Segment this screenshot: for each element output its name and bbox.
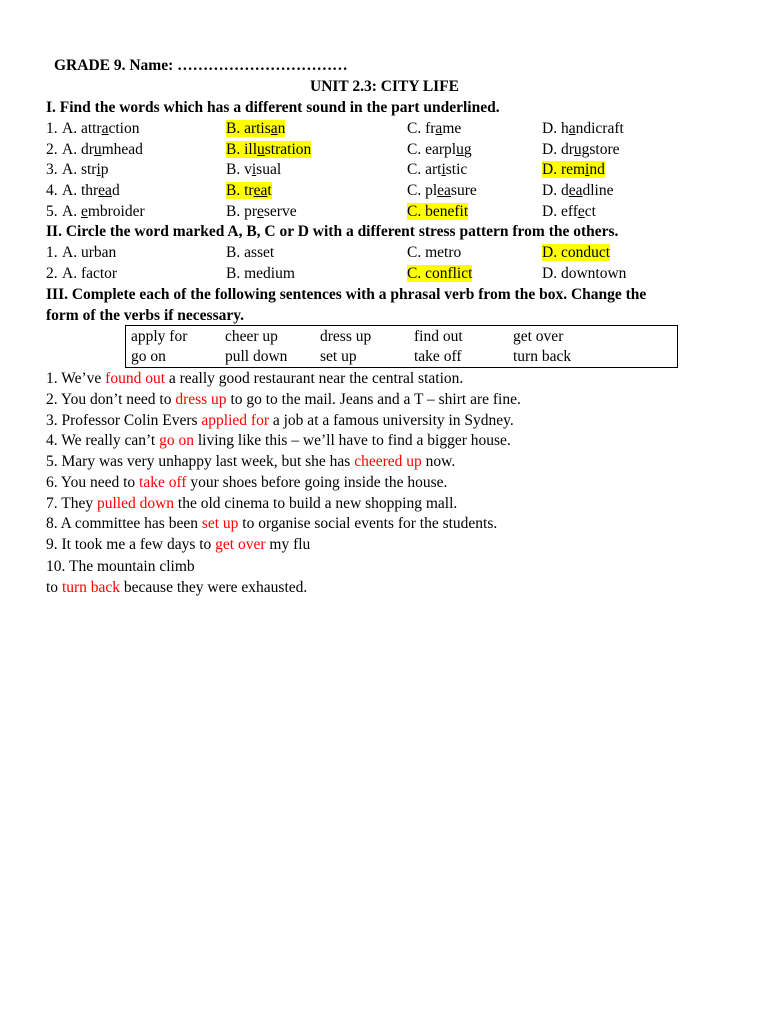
underlined-letters: a [270,120,278,137]
option-text: A. urban [62,244,117,261]
sentence-7 [46,494,457,514]
option-text [226,203,297,220]
box-phrasal-verb: pull down [225,348,288,365]
sentence-3 [46,411,514,431]
option-text-part: C. pl [407,182,438,199]
answer-option [407,181,477,201]
answer-option [542,202,596,222]
answer-option [542,160,605,180]
section1-title: I. Find the words which has a different sound in the part underlined. [46,99,500,116]
answer-text: found out [105,370,165,387]
sentence-text: because they were exhausted. [120,579,308,596]
sentence-text: 2. You don’t need to [46,391,176,408]
box-phrasal-verb: get over [513,328,564,345]
sentence-6 [46,473,447,493]
answer-option [226,243,274,263]
answer-text: go on [159,432,194,449]
underlined-letters: i [441,161,446,178]
sentence-text: 6. You need to [46,474,140,491]
underlined-letters: e [577,203,585,220]
sentence-text: living like this – we’ll have to find a bigger house. [193,432,511,449]
underlined-letters: ug [573,141,590,158]
option-text-part: n [277,120,286,137]
underlined-letters: e [257,203,264,220]
underlined-letters: ea [437,182,451,199]
option-text-part: mbroider [87,203,145,220]
option-text-part: ndicraft [575,120,624,137]
section2-title: II. Circle the word marked A, B, C or D with a different stress pattern from the others. [46,223,619,240]
sentence-1 [46,369,463,389]
answer-option [226,140,311,160]
option-text-part: D. rem [542,161,586,178]
sentence-text: 5. Mary was very unhappy last week, but she has [46,453,355,470]
highlighted-answer: D. conduct [542,244,611,261]
option-text-part: A. str [62,161,97,178]
underlined-letters: ea [98,182,112,199]
question-number: 2. [46,141,58,158]
section3-title-line1: III. Complete each of the following sentences with a phrasal verb from the box. Change the [46,286,647,303]
answer-option [226,264,295,284]
option-text-part: D. dr [542,141,574,158]
answer-option [62,243,116,263]
answer-option [226,160,281,180]
option-text [62,141,143,158]
sentence-4 [46,431,511,451]
underlined-letters: u [93,141,102,158]
underlined-letters: a [568,120,576,137]
option-text: B. asset [226,244,275,261]
box-phrasal-verb: go on [131,348,166,365]
answer-option [407,264,472,284]
answer-option [542,140,620,160]
question-number: 5. [46,203,58,220]
underlined-letters: i [96,161,101,178]
box-phrasal-verb: dress up [320,328,372,345]
answer-option [542,264,626,284]
option-text-part: D. h [542,120,569,137]
option-text: B. medium [226,265,295,282]
option-text-part: C. fr [407,120,436,137]
option-text [226,161,281,178]
answer-option [407,140,472,160]
underlined-letters: e [80,203,88,220]
underlined-letters: ea [253,182,268,199]
question-number: 1. [46,244,58,261]
option-text: D. downtown [542,265,627,282]
option-text-part: serve [263,203,297,220]
question-number: 1. [46,120,58,137]
option-text-part: fit [454,203,469,220]
sentence-8 [46,514,497,534]
sentence-10-line2 [46,578,307,598]
option-text-part: B. artis [226,120,271,137]
option-text-part: d [111,182,120,199]
question-number: 3. [46,161,58,178]
answer-option [62,119,140,139]
sentence-9 [46,535,310,555]
answer-text: dress up [175,391,227,408]
option-text [542,182,613,199]
box-phrasal-verb: cheer up [225,328,278,345]
highlighted-answer: C. conflict [407,265,473,282]
option-text [542,141,620,158]
highlighted-answer [226,182,272,199]
box-phrasal-verb: turn back [513,348,572,365]
box-phrasal-verb: take off [414,348,462,365]
option-text-part: g [463,141,472,158]
highlighted-answer [226,120,285,137]
option-text-part: A. attr [62,120,102,137]
sentence-text: my flu [265,536,311,553]
sentence-text: to organise social events for the students. [238,515,498,532]
underlined-letters: ea [568,182,583,199]
option-text-part: dline [582,182,614,199]
sentence-text: 4. We really can’t [46,432,160,449]
option-text-part: B. ill [226,141,258,158]
option-text-part: nd [589,161,605,178]
answer-option [62,160,109,180]
option-text-part: stic [445,161,468,178]
sentence-text: 7. They [46,495,97,512]
option-text-part: B. v [226,161,252,178]
answer-option [407,160,467,180]
sentence-text: the old cinema to build a new shopping mall. [174,495,458,512]
option-text-part: sure [450,182,477,199]
option-text: C. metro [407,244,462,261]
sentence-text: to [46,579,62,596]
answer-option [62,202,145,222]
answer-text: take off [139,474,187,491]
answer-text: pulled down [96,495,175,512]
option-text-part: mhead [101,141,143,158]
sentence-text: 1. We’ve [46,370,106,387]
grade-name-line: GRADE 9. Name: …………………………… [54,57,348,74]
option-text [542,203,596,220]
answer-text: cheered up [354,453,422,470]
answer-option [226,119,285,139]
sentence-text: 3. Professor Colin Evers [46,412,202,429]
highlighted-answer [542,161,605,178]
unit-title: UNIT 2.3: CITY LIFE [310,78,459,95]
question-number: 2. [46,265,58,282]
option-text-part: D. eff [542,203,578,220]
option-text-part: B. pr [226,203,257,220]
answer-option [62,181,120,201]
underlined-letters: i [251,161,257,178]
underlined-letters: u [456,141,464,158]
option-text [407,161,467,178]
sentence-text: a job at a famous university in Sydney. [269,412,514,429]
answer-option [542,181,613,201]
answer-option [407,119,461,139]
answer-option [542,243,610,263]
box-phrasal-verb: set up [320,348,357,365]
option-text-part: C. bene [407,203,455,220]
answer-text: get over [215,536,266,553]
option-text: A. factor [62,265,118,282]
answer-text: applied for [201,412,269,429]
option-text [542,120,624,137]
answer-option [407,202,468,222]
question-number: 4. [46,182,58,199]
underlined-letters: i [585,161,590,178]
sentence-text: 9. It took me a few days to [46,536,216,553]
option-text-part: sual [256,161,282,178]
sentence-text: a really good restaurant near the central station. [165,370,464,387]
answer-text: set up [201,515,239,532]
sentence-text: now. [421,453,456,470]
option-text [407,141,472,158]
answer-option [62,264,117,284]
option-text-part: B. tr [226,182,254,199]
option-text-part: me [442,120,462,137]
sentence-2 [46,390,521,410]
answer-option [542,119,624,139]
option-text-part: ct [584,203,596,220]
option-text-part: D. d [542,182,569,199]
underlined-letters: a [435,120,443,137]
option-text-part: A. dr [62,141,94,158]
option-text [407,182,477,199]
answer-option [407,243,461,263]
option-text-part: C. art [407,161,442,178]
option-text [407,120,461,137]
section3-title-line2: form of the verbs if necessary. [46,307,245,324]
option-text-part: A. [62,203,81,220]
option-text [62,161,109,178]
option-text [62,120,140,137]
underlined-letters: a [101,120,109,137]
option-text-part: p [100,161,109,178]
sentence-5 [46,452,455,472]
phrasal-verb-box [125,325,678,368]
answer-text: turn back [61,579,121,596]
option-text [62,182,120,199]
underlined-letters: u [257,141,265,158]
option-text-part: stration [264,141,312,158]
answer-option [226,202,297,222]
option-text-part: ction [108,120,140,137]
option-text-part: store [589,141,620,158]
sentence-10-line1: 10. The mountain climb [46,558,195,575]
option-text-part: C. earpl [407,141,457,158]
box-phrasal-verb: find out [414,328,463,345]
highlighted-answer [226,141,311,158]
sentence-text: your shoes before going inside the house. [186,474,448,491]
highlighted-answer [407,203,468,220]
box-phrasal-verb: apply for [131,328,188,345]
option-text [62,203,145,220]
answer-option [226,181,272,201]
option-text-part: t [267,182,272,199]
option-text-part: A. thr [62,182,99,199]
answer-option [62,140,143,160]
sentence-text: 8. A committee has been [46,515,202,532]
sentence-text: to go to the mail. Jeans and a T – shirt are fine. [226,391,521,408]
